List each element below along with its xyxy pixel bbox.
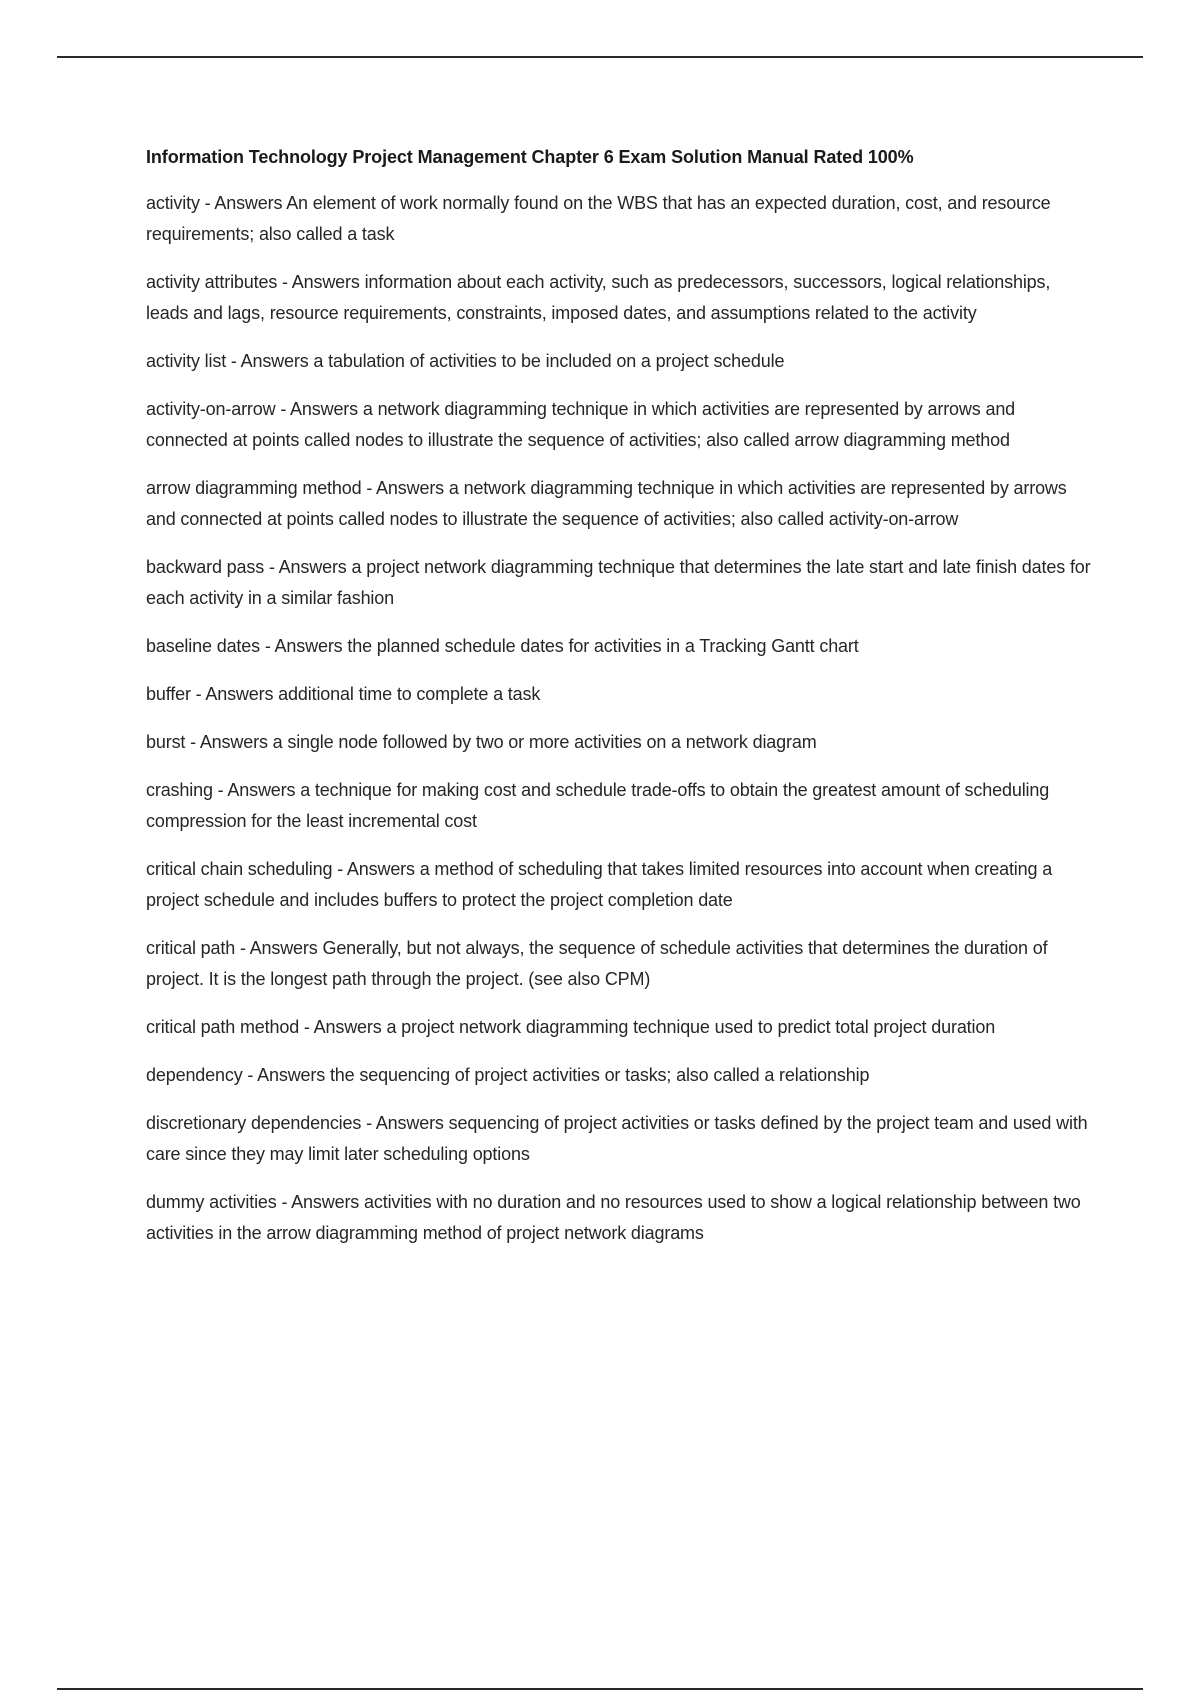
entry-dummy-activities: dummy activities - Answers activities with no duration and no resources used to show a logical relationship between two activities in the arrow diagramming method of project network diagrams xyxy=(146,1192,1081,1243)
entry-dependency: dependency - Answers the sequencing of project activities or tasks; also called a relationship xyxy=(146,1065,870,1085)
entry-activity-attributes: activity attributes - Answers information about each activity, such as predecessors, successors, logical relationships, leads and lags, resource requirements, constraints, imposed dates, and assumptions related to the activity xyxy=(146,272,1051,323)
entry-burst: burst - Answers a single node followed by two or more activities on a network diagram xyxy=(146,732,817,752)
entry-buffer: buffer - Answers additional time to complete a task xyxy=(146,684,541,704)
entry-crashing: crashing - Answers a technique for making cost and schedule trade-offs to obtain the greatest amount of scheduling compression for the least incremental cost xyxy=(146,780,1050,831)
entry-activity-list: activity list - Answers a tabulation of activities to be included on a project schedule xyxy=(146,351,785,371)
entry-discretionary-dependencies: discretionary dependencies - Answers sequencing of project activities or tasks defined by the project team and used with care since they may limit later scheduling options xyxy=(146,1113,1088,1164)
entry-arrow-diagramming-method: arrow diagramming method - Answers a network diagramming technique in which activities are represented by arrows and connected at points called nodes to illustrate the sequence of activities; also called activity-on-arrow xyxy=(146,478,1067,529)
entry-critical-path-method: critical path method - Answers a project network diagramming technique used to predict total project duration xyxy=(146,1017,996,1037)
entry-critical-chain-scheduling: critical chain scheduling - Answers a method of scheduling that takes limited resources into account when creating a project schedule and includes buffers to protect the project completion date xyxy=(146,859,1053,910)
entry-activity-on-arrow: activity-on-arrow - Answers a network diagramming technique in which activities are represented by arrows and connected at points called nodes to illustrate the sequence of activities; also called arrow diagramming method xyxy=(146,399,1016,450)
header-rule xyxy=(57,56,1143,58)
document-title: Information Technology Project Management Chapter 6 Exam Solution Manual Rated 100% xyxy=(146,147,914,167)
footer-rule xyxy=(57,1688,1143,1690)
entry-critical-path: critical path - Answers Generally, but not always, the sequence of schedule activities that determines the duration of project. It is the longest path through the project. (see also CPM) xyxy=(146,938,1048,989)
entry-activity: activity - Answers An element of work normally found on the WBS that has an expected duration, cost, and resource requirements; also called a task xyxy=(146,193,1051,244)
entry-baseline-dates: baseline dates - Answers the planned schedule dates for activities in a Tracking Gantt chart xyxy=(146,636,859,656)
entry-backward-pass: backward pass - Answers a project network diagramming technique that determines the late start and late finish dates for each activity in a similar fashion xyxy=(146,557,1091,608)
document-body xyxy=(146,142,1094,1266)
